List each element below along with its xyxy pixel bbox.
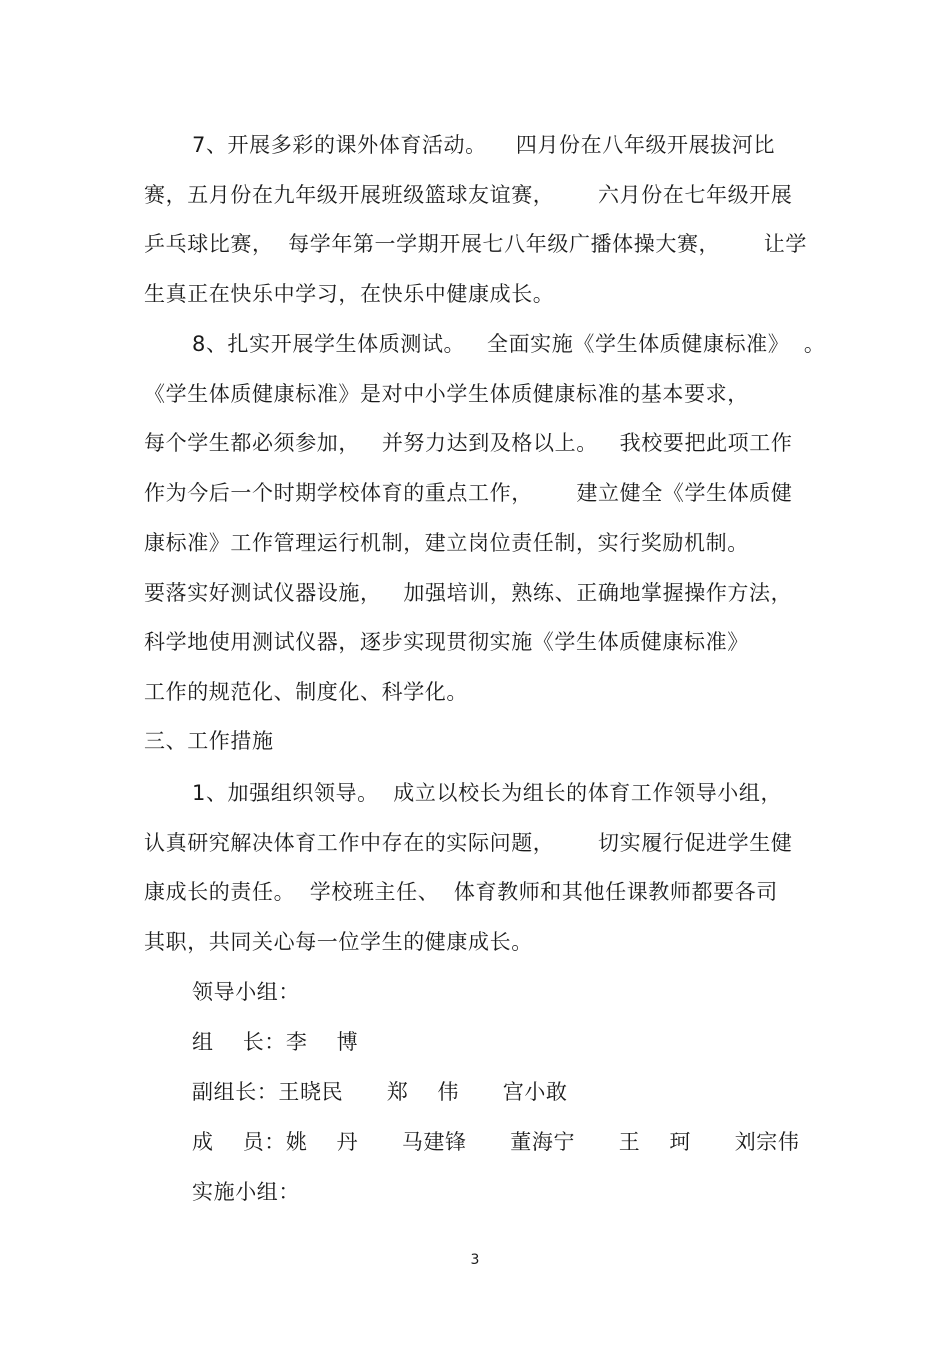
measure-1-line-3: 康成长的责任。 学校班主任、 体育教师和其他任课教师都要各司	[144, 880, 778, 904]
measure-1-line-1: 1、加强组织领导。 成立以校长为组长的体育工作领导小组，	[192, 781, 783, 805]
paragraph-8-line-7: 科学地使用测试仪器，逐步实现贯彻实施《学生体质健康标准》	[144, 630, 749, 654]
paragraph-8-line-6: 要落实好测试仪器设施， 加强培训，熟练、正确地掌握操作方法，	[144, 581, 793, 605]
paragraph-7-line-2: 赛，五月份在九年级开展班级篮球友谊赛， 六月份在七年级开展	[144, 183, 793, 207]
deputy-leader-line: 副组长：王晓民 郑 伟 宫小敢	[192, 1080, 568, 1104]
paragraph-8-line-4: 作为今后一个时期学校体育的重点工作， 建立健全《学生体质健	[144, 481, 793, 505]
page-number: 3	[470, 1252, 480, 1268]
paragraph-8-line-1: 8、扎实开展学生体质测试。 全面实施《学生体质健康标准》 。	[192, 332, 826, 356]
section-heading: 三、工作措施	[144, 729, 274, 753]
leadership-group-label: 领导小组：	[192, 980, 300, 1004]
paragraph-8-line-3: 每个学生都必须参加， 并努力达到及格以上。 我校要把此项工作	[144, 431, 793, 455]
measure-1-line-4: 其职，共同关心每一位学生的健康成长。	[144, 930, 533, 954]
members-line: 成 员：姚 丹 马建锋 董海宁 王 珂 刘宗伟	[192, 1130, 800, 1154]
implementation-group-label: 实施小组：	[192, 1180, 300, 1204]
paragraph-8-line-8: 工作的规范化、制度化、科学化。	[144, 680, 468, 704]
measure-1-line-2: 认真研究解决体育工作中存在的实际问题， 切实履行促进学生健	[144, 831, 793, 855]
paragraph-8-line-2: 《学生体质健康标准》是对中小学生体质健康标准的基本要求，	[144, 382, 749, 406]
group-leader-line: 组 长：李 博	[192, 1030, 359, 1054]
paragraph-7-line-4: 生真正在快乐中学习，在快乐中健康成长。	[144, 282, 555, 306]
paragraph-7-line-3: 乒乓球比赛， 每学年第一学期开展七八年级广播体操大赛， 让学	[144, 232, 807, 256]
paragraph-7-line-1: 7、开展多彩的课外体育活动。 四月份在八年级开展拔河比	[192, 133, 776, 157]
paragraph-8-line-5: 康标准》工作管理运行机制，建立岗位责任制，实行奖励机制。	[144, 531, 749, 555]
